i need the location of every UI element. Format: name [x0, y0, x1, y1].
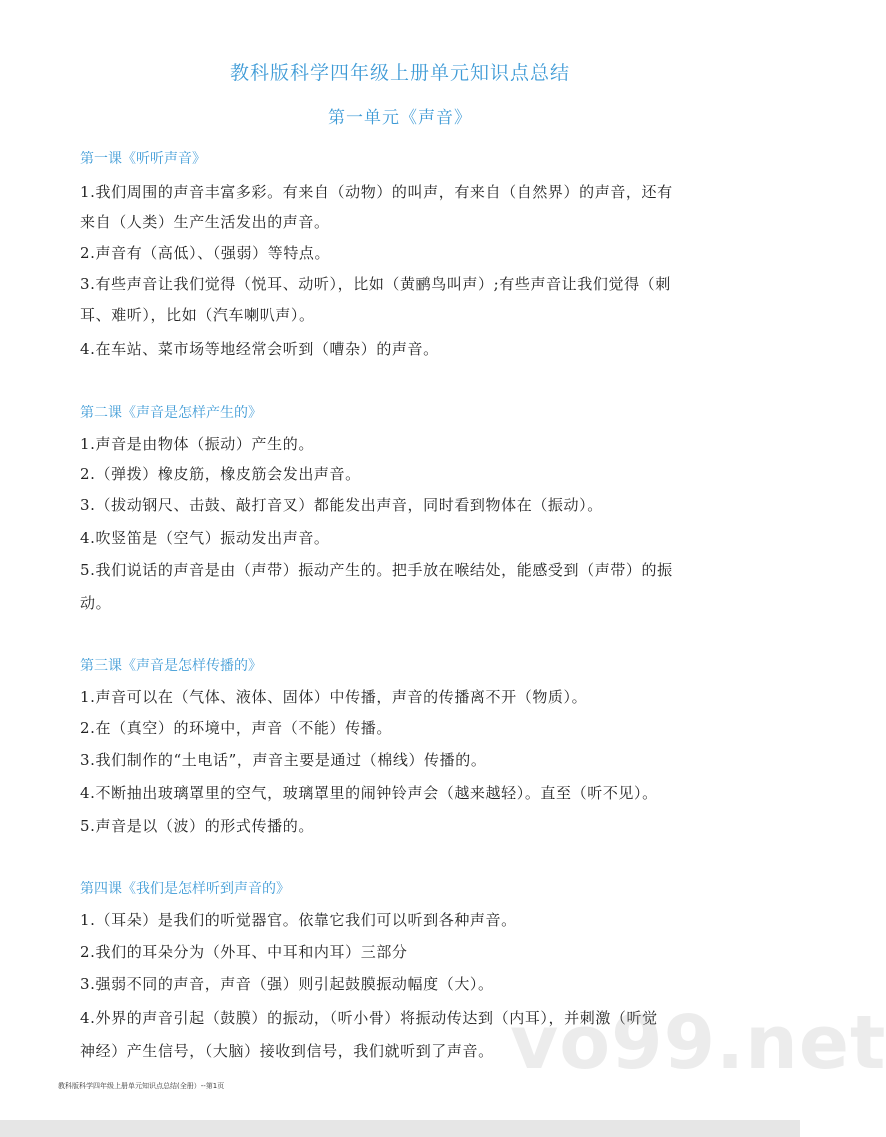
- bottom-bar: [0, 1120, 800, 1137]
- lesson-line: 2.（弹拨）橡皮筋，橡皮筋会发出声音。: [80, 465, 361, 483]
- lesson-line: 4.不断抽出玻璃罩里的空气，玻璃罩里的闹钟铃声会（越来越轻）。直至（听不见）。: [80, 784, 658, 802]
- lesson-line: 4.外界的声音引起（鼓膜）的振动，（听小骨）将振动传达到（内耳），并刺激（听觉: [80, 1009, 658, 1027]
- lesson-line: 4.在车站、菜市场等地经常会听到（嘈杂）的声音。: [80, 340, 439, 358]
- lesson-line: 3.（拔动钢尺、击鼓、敲打音叉）都能发出声音，同时看到物体在（振动）。: [80, 496, 603, 514]
- lesson-line: 5.我们说话的声音是由（声带）振动产生的。把手放在喉结处，能感受到（声带）的振: [80, 561, 673, 579]
- lesson-line: 1.声音可以在（气体、液体、固体）中传播，声音的传播离不开（物质）。: [80, 688, 588, 706]
- lesson-title: 第一课《听听声音》: [80, 151, 206, 167]
- lesson-title: 第三课《声音是怎样传播的》: [80, 658, 262, 674]
- document-title: 教科版科学四年级上册单元知识点总结: [229, 62, 570, 84]
- lesson-title: 第四课《我们是怎样听到声音的》: [80, 881, 290, 897]
- lesson-line: 1.我们周围的声音丰富多彩。有来自（动物）的叫声，有来自（自然界）的声音，还有: [80, 183, 673, 201]
- lesson-line: 2.在（真空）的环境中，声音（不能）传播。: [80, 719, 392, 737]
- lesson-line: 2.我们的耳朵分为（外耳、中耳和内耳）三部分: [80, 943, 408, 961]
- page-footer: 教科版科学四年级上册单元知识点总结(全册）--第1页: [58, 1082, 225, 1090]
- lesson-line: 1.声音是由物体（振动）产生的。: [80, 435, 314, 453]
- lesson-line: 2.声音有（高低）、（强弱）等特点。: [80, 244, 331, 262]
- lesson-line: 4.吹竖笛是（空气）振动发出声音。: [80, 529, 330, 547]
- lesson-line: 来自（人类）生产生活发出的声音。: [80, 213, 330, 231]
- watermark: vo99.net: [510, 1000, 886, 1086]
- lesson-line: 3.我们制作的“土电话”，声音主要是通过（棉线）传播的。: [80, 751, 487, 769]
- lesson-line: 3.有些声音让我们觉得（悦耳、动听），比如（黄鹂鸟叫声）;有些声音让我们觉得（刺: [80, 275, 671, 293]
- lesson-line: 5.声音是以（波）的形式传播的。: [80, 817, 314, 835]
- lesson-line: 神经）产生信号，（大脑）接收到信号，我们就听到了声音。: [80, 1042, 494, 1060]
- lesson-line: 动。: [80, 594, 112, 612]
- lesson-line: 耳、难听），比如（汽车喇叭声）。: [80, 306, 315, 324]
- lesson-title: 第二课《声音是怎样产生的》: [80, 405, 262, 421]
- lesson-line: 1.（耳朵）是我们的听觉器官。依靠它我们可以听到各种声音。: [80, 911, 517, 929]
- unit-title: 第一单元《声音》: [328, 108, 472, 128]
- lesson-line: 3.强弱不同的声音，声音（强）则引起鼓膜振动幅度（大）。: [80, 975, 494, 993]
